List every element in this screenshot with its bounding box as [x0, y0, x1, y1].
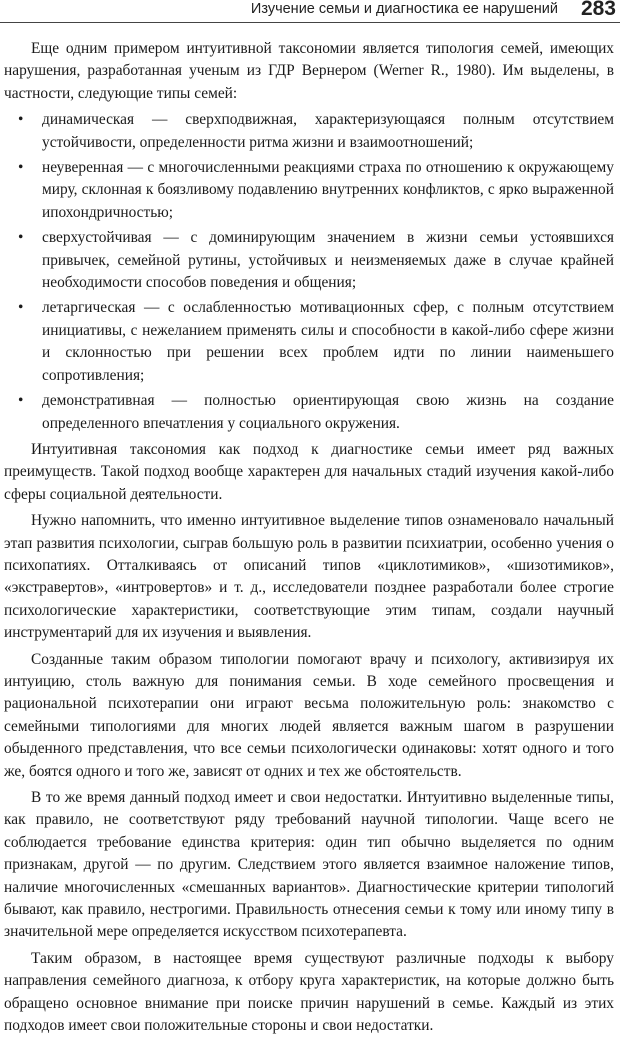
- bullet-icon: •: [18, 229, 24, 247]
- bullet-icon: •: [18, 392, 24, 410]
- body-paragraph: Созданные таким образом типологии помогают врачу и психологу, активизируя их интуицию, столь важную для понимания семьи. В ходе семейного просвещения и рациональной психотерапии они играют весьма положительную роль: знакомство с семейными типологиями для многих людей является важным шагом в разрушении обыденного представления, что все семьи психологически одинаковы: хотят одного и того же, боятся одного и того же, зависят от одних и тех же обстоятельств.: [4, 650, 614, 780]
- list-item-text: сверхустойчивая — с доминирующим значением в жизни семьи устоявшихся привычек, семейной рутины, устойчивых и неизменяемых даже в случае крайней необходимости способов поведения и общения;: [42, 229, 614, 292]
- list-item-text: летаргическая — с ослабленностью мотивационных сфер, с полным отсутствием инициативы, с нежеланием применять силы и способности в какой-либо сфере жизни и склонностью при решении всех проблем идти по линии наименьшего сопротивления;: [42, 299, 614, 384]
- list-item: [4, 297, 614, 387]
- page-header: [0, 0, 620, 24]
- list-item: [4, 109, 614, 154]
- list-item-text: динамическая — сверхподвижная, характеризующаяся полным отсутствием устойчивости, определенности ритма жизни и взаимоотношений;: [42, 111, 614, 151]
- bullet-icon: •: [18, 159, 24, 177]
- page-number: 283: [580, 0, 616, 20]
- body-paragraph: Таким образом, в настоящее время существуют различные подходы к выбору направления семейного диагноза, к отбору круга характеристик, на которые должно быть обращено основное внимание при поиске причин нарушений в семье. Каждый из этих подходов имеет свои положительные стороны и свои недостатки.: [4, 949, 614, 1035]
- intro-paragraph: Еще одним примером интуитивной таксономии является типология семей, имеющих нарушения, разработанная ученым из ГДР Вернером (Werner R., 1980). Им выделены, в частности, следующие типы семей:: [4, 40, 614, 102]
- body-paragraph: Нужно напомнить, что именно интуитивное выделение типов ознаменовало начальный этап развития психологии, сыграв большую роль в развитии психиатрии, особенно учения о психопатиях. Отталкиваясь от описаний типов «циклотимиков», «шизотимиков», «экстравертов», «интровертов» и т. д., исследователи позднее разработали более строгие психологические характеристики, соответствующие этим типам, создали научный инструментарий для их изучения и выявления.: [4, 512, 614, 642]
- page-body: [4, 38, 614, 1041]
- list-item-text: демонстративная — полностью ориентирующая свою жизнь на создание определенного впечатления у социального окружения.: [42, 392, 614, 432]
- header-rule: [0, 22, 620, 23]
- bullet-icon: •: [18, 111, 24, 129]
- body-paragraph: В то же время данный подход имеет и свои недостатки. Интуитивно выделенные типы, как правило, не соответствуют ряду требований научной типологии. Чаще всего не соблюдается требование единства критерия: один тип обычно выделяется по одним признакам, другой — по другим. Следствием этого является взаимное наложение типов, наличие многочисленных «смешанных вариантов». Диагностические критерии типологий бывают, как правило, нестрогими. Правильность отнесения семьи к тому или иному типу в значительной мере определяется искусством психотерапевта.: [4, 789, 614, 941]
- list-item: [4, 227, 614, 294]
- list-item-text: неуверенная — с многочисленными реакциями страха по отношению к окружающему миру, склонная к боязливому подавлению внутренних конфликтов, с ярко выраженной ипохондричностью;: [42, 159, 614, 221]
- list-item: [4, 157, 614, 224]
- bullet-icon: •: [18, 299, 24, 317]
- body-paragraph: Интуитивная таксономия как подход к диагностике семьи имеет ряд важных преимуществ. Такой подход вообще характерен для начальных стадий изучения какой-либо сферы социальной деятельности.: [4, 440, 614, 503]
- running-title: Изучение семьи и диагностика ее нарушений: [250, 1, 558, 17]
- family-types-list: [4, 109, 614, 435]
- list-item: [4, 390, 614, 435]
